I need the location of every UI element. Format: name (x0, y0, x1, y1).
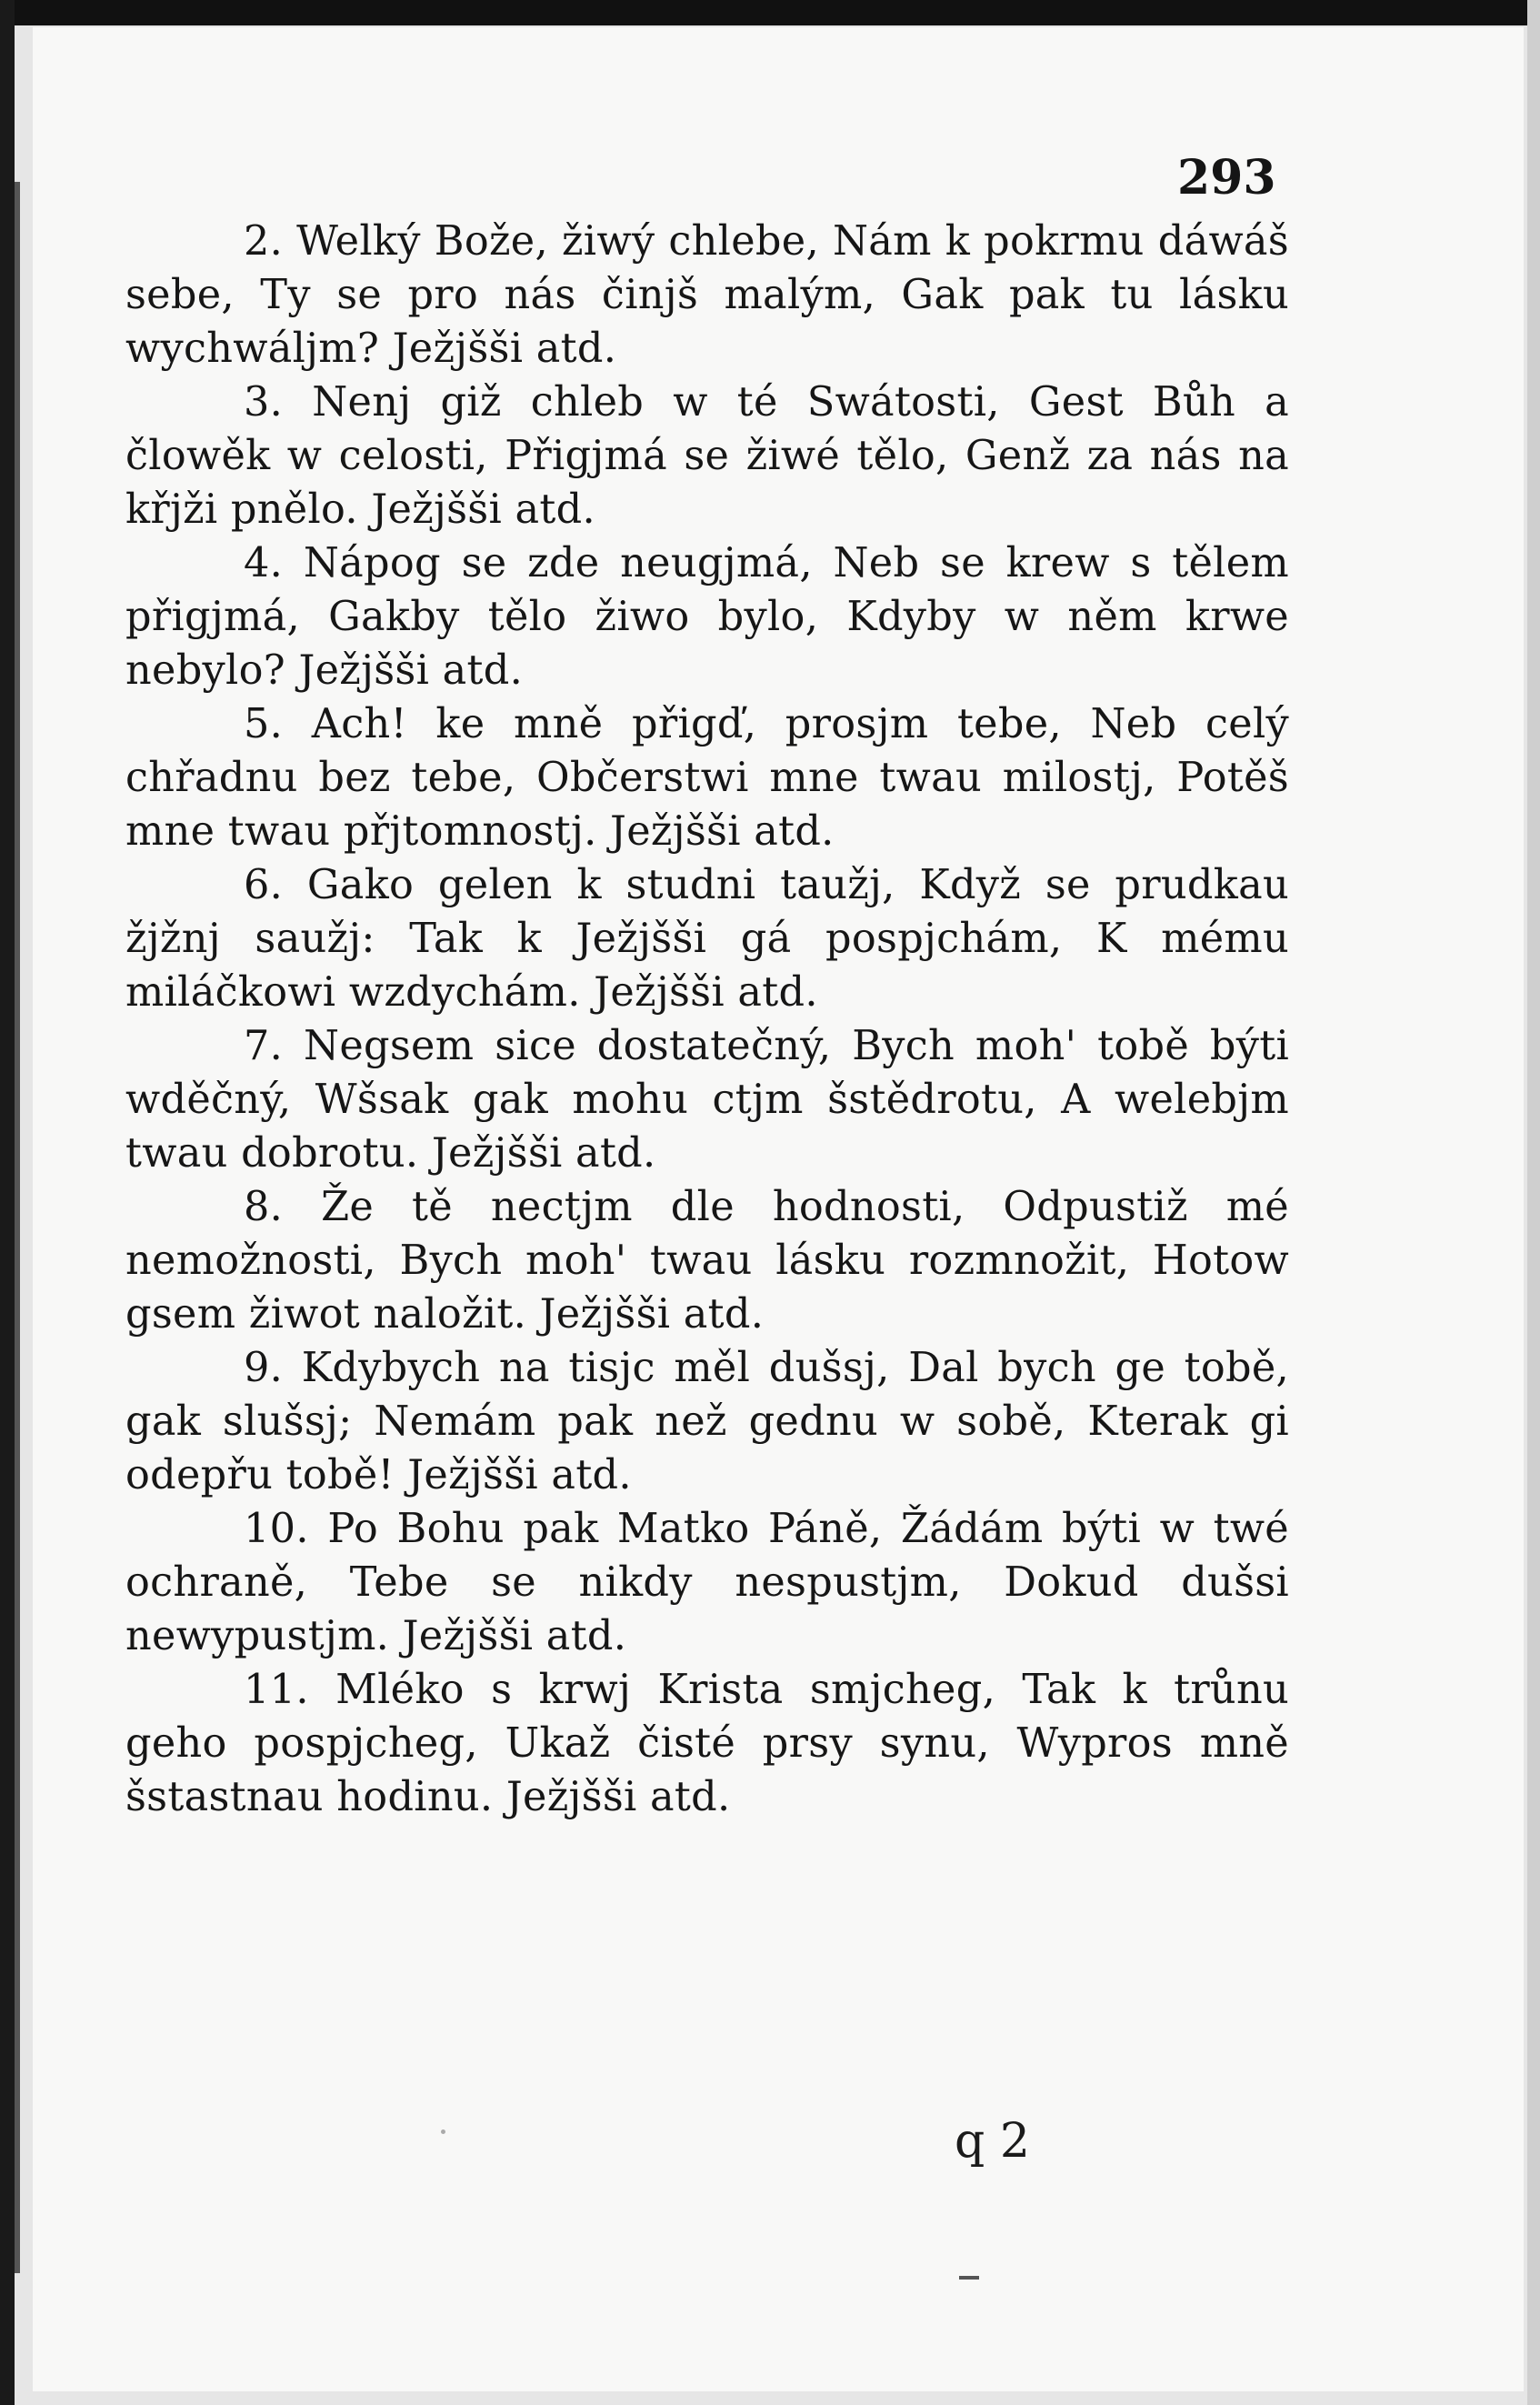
speck-mark (441, 2129, 445, 2134)
stanza-2: 2. Welký Bože, žiwý chlebe, Nám k pokrmu dáwáš sebe, Ty se pro nás činjš malým, Gak pak tu lásku wychwáljm? Ježjšši atd. (125, 217, 1289, 372)
stanza-6: 6. Gako gelen k studni taužj, Když se prudkau žjžnj saužj: Tak k Ježjšši gá pospjchám, K mému miláčkowi wzdychám. Ježjšši atd. (125, 861, 1289, 1016)
stanza-8: 8. Že tě nectjm dle hodnosti, Odpustiž mé nemožnosti, Bych moh' twau lásku rozmnožit, Hotow gsem žiwot naložit. Ježjšši atd. (125, 1183, 1289, 1338)
scan-top-border (0, 0, 1540, 25)
signature-mark: q 2 (955, 2114, 1030, 2169)
hymn-text (125, 215, 1289, 1824)
stanza-10: 10. Po Bohu pak Matko Páně, Žádám býti w twé ochraně, Tebe se nikdy nespustjm, Dokud dušsi newypustjm. Ježjšši atd. (125, 1505, 1289, 1659)
scan-left-border (0, 0, 15, 2405)
stanza-11: 11. Mléko s krwj Krista smjcheg, Tak k trůnu geho pospjcheg, Ukaž čisté prsy synu, Wypros mně šstastnau hodinu. Ježjšši atd. (125, 1666, 1289, 1820)
stanza-3: 3. Nenj giž chleb w té Swátosti, Gest Bůh a člowěk w celosti, Přigjmá se žiwé tělo, Genž za nás na křjži pnělo. Ježjšši atd. (125, 378, 1289, 533)
stanza-4: 4. Nápog se zde neugjmá, Neb se krew s tělem přigjmá, Gakby tělo žiwo bylo, Kdyby w něm krwe nebylo? Ježjšši atd. (125, 539, 1289, 694)
stanza-9: 9. Kdybych na tisjc měl dušsj, Dal bych ge tobě, gak slušsj; Nemám pak než gednu w sobě, Kterak gi odepřu tobě! Ježjšši atd. (125, 1344, 1289, 1498)
stanza-7: 7. Negsem sice dostatečný, Bych moh' tobě býti wděčný, Wšsak gak mohu ctjm šstědrotu, A welebjm twau dobrotu. Ježjšši atd. (125, 1022, 1289, 1177)
scan-right-border (1527, 0, 1540, 2405)
stray-dash-mark (959, 2276, 979, 2280)
scan-binding-shadow (15, 182, 20, 2273)
page-number: 293 (1177, 150, 1276, 205)
stanza-5: 5. Ach! ke mně přigď, prosjm tebe, Neb celý chřadnu bez tebe, Občerstwi mne twau milostj, Potěš mne twau přjtomnostj. Ježjšši atd. (125, 700, 1289, 855)
